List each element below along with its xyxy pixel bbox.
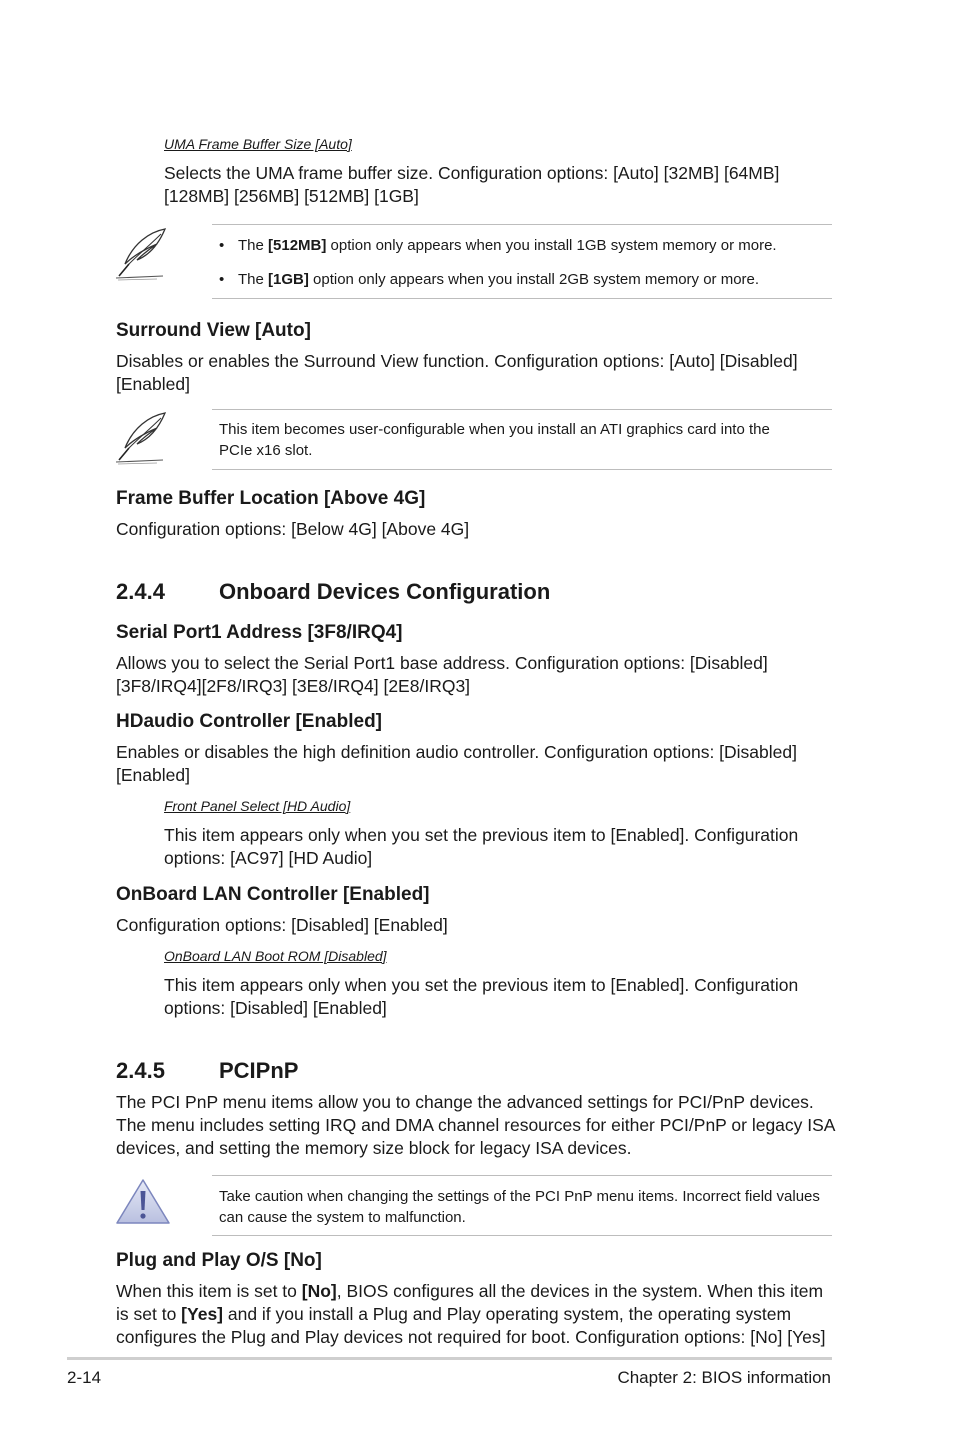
caution-top-rule (212, 1175, 832, 1176)
lan-description: Configuration options: [Disabled] [Enabled] (116, 915, 448, 935)
uma-description-line: [128MB] [256MB] [512MB] [1GB] (164, 186, 419, 206)
section-number: 2.4.5 (116, 1058, 165, 1083)
pnp-description (116, 1280, 826, 1349)
serial-heading: Serial Port1 Address [3F8/IRQ4] (116, 622, 403, 643)
hdaudio-description-line: Enables or disables the high definition audio controller. Configuration options: [Disabled] (116, 742, 797, 762)
lan-boot-description (164, 974, 798, 1020)
framebuffer-description: Configuration options: [Below 4G] [Above 4G] (116, 519, 470, 539)
pcipnp-description-line: The menu includes setting IRQ and DMA channel resources for either PCI/PnP or legacy ISA (116, 1115, 836, 1135)
page-number: 2-14 (67, 1368, 102, 1387)
pcipnp-description-line: devices, and setting the memory size block for legacy ISA devices. (116, 1138, 632, 1158)
note-text-line: PCIe x16 slot. (219, 442, 313, 459)
caution-text (219, 1186, 820, 1228)
lan-heading: OnBoard LAN Controller [Enabled] (116, 884, 430, 905)
front-panel-subtitle: Front Panel Select [HD Audio] (164, 798, 351, 814)
warning-triangle-icon (114, 1177, 172, 1227)
serial-description-line: Allows you to select the Serial Port1 base address. Configuration options: [Disabled] (116, 653, 768, 673)
serial-description-line: [3F8/IRQ4][2F8/IRQ3] [3E8/IRQ4] [2E8/IRQ3] (116, 676, 471, 696)
note-text-line: This item becomes user-configurable when you install an ATI graphics card into the (219, 421, 770, 438)
pnp-description-line: configures the Plug and Play devices not required for boot. Configuration options: [No] [Yes] (116, 1327, 826, 1347)
note-bottom-rule (212, 469, 832, 470)
pnp-description-line: When this item is set to [No], BIOS configures all the devices in the system. When this item (116, 1281, 824, 1301)
hdaudio-description (116, 741, 797, 787)
front-panel-description (164, 824, 798, 870)
surround-description-line: [Enabled] (116, 374, 190, 394)
caution-text-line: can cause the system to malfunction. (219, 1209, 466, 1226)
uma-description (164, 162, 779, 208)
section-name: Onboard Devices Configuration (219, 579, 551, 604)
section-title (116, 1058, 298, 1084)
uma-subtitle: UMA Frame Buffer Size [Auto] (164, 136, 352, 152)
front-panel-description-line: options: [AC97] [HD Audio] (164, 848, 373, 868)
note-top-rule (212, 224, 832, 225)
note-bullet: • The [512MB] option only appears when you install 1GB system memory or more. (219, 237, 777, 254)
section-title (116, 579, 550, 605)
front-panel-description-line: This item appears only when you set the previous item to [Enabled]. Configuration (164, 825, 799, 845)
chapter-title: Chapter 2: BIOS information (617, 1368, 831, 1387)
hdaudio-heading: HDaudio Controller [Enabled] (116, 711, 382, 732)
pcipnp-description-line: The PCI PnP menu items allow you to change the advanced settings for PCI/PnP devices. (116, 1092, 814, 1112)
note-bottom-rule (212, 298, 832, 299)
pcipnp-description (116, 1091, 835, 1160)
section-name: PCIPnP (219, 1058, 299, 1083)
framebuffer-heading: Frame Buffer Location [Above 4G] (116, 488, 426, 509)
lan-boot-subtitle: OnBoard LAN Boot ROM [Disabled] (164, 948, 387, 964)
pnp-description-line: is set to [Yes] and if you install a Plug and Play operating system, the operating system (116, 1304, 792, 1324)
note-bullet: • The [1GB] option only appears when you install 2GB system memory or more. (219, 271, 760, 288)
footer-rule (67, 1357, 832, 1360)
serial-description (116, 652, 768, 698)
surround-heading: Surround View [Auto] (116, 320, 311, 341)
pnp-heading: Plug and Play O/S [No] (116, 1250, 322, 1271)
note-top-rule (212, 409, 832, 410)
surround-description-line: Disables or enables the Surround View function. Configuration options: [Auto] [Disabled] (116, 351, 798, 371)
caution-bottom-rule (212, 1235, 832, 1236)
feather-pen-icon (113, 226, 171, 282)
surround-description (116, 350, 798, 396)
lan-boot-description-line: options: [Disabled] [Enabled] (164, 998, 387, 1018)
section-number: 2.4.4 (116, 579, 165, 604)
note-text (219, 419, 770, 461)
feather-pen-icon (113, 410, 171, 466)
hdaudio-description-line: [Enabled] (116, 765, 190, 785)
uma-description-line: Selects the UMA frame buffer size. Configuration options: [Auto] [32MB] [64MB] (164, 163, 780, 183)
lan-boot-description-line: This item appears only when you set the previous item to [Enabled]. Configuration (164, 975, 799, 995)
caution-text-line: Take caution when changing the settings of the PCI PnP menu items. Incorrect field values (219, 1188, 820, 1205)
